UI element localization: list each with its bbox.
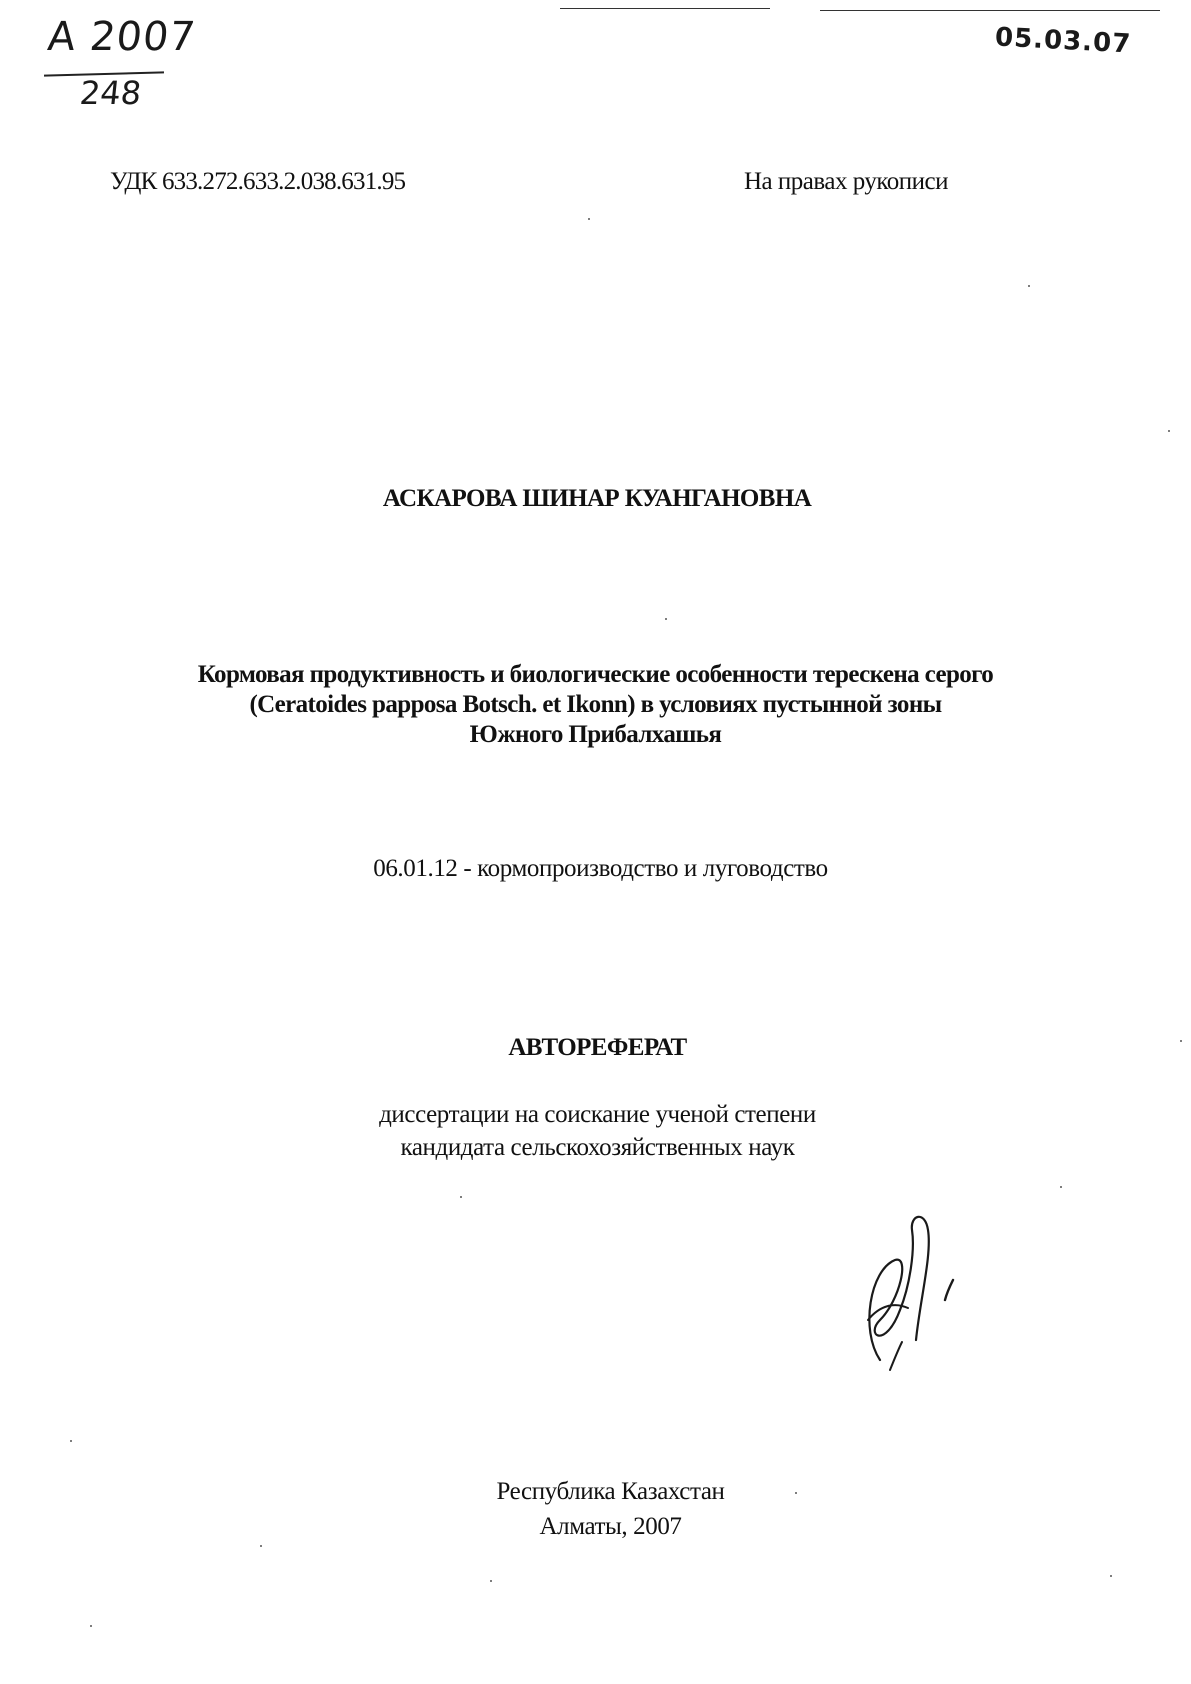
scan-speck [90,1625,92,1627]
scan-speck [588,218,590,220]
title-line: Кормовая продуктивность и биологические особенности терескена серого [197,661,994,688]
scan-speck [260,1545,262,1547]
place-and-year [0,1474,1191,1544]
scan-speck [795,1492,797,1494]
scan-speck [665,618,667,620]
author-name: АСКАРОВА ШИНАР КУАНГАНОВНА [382,485,812,512]
archive-code: А 2007 [45,14,199,60]
dissertation-title [0,660,1191,750]
scan-speck [70,1440,72,1442]
scan-speck [1110,1575,1112,1577]
archive-number: 248 [78,74,144,112]
degree-purpose [0,1098,1191,1164]
signature-scribble [850,1210,970,1380]
scan-speck [1060,1186,1062,1188]
scan-edge-line [560,8,770,9]
scan-edge-line [820,10,1160,11]
udk-code: УДК 633.272.633.2.038.631.95 [110,168,406,195]
place-line: Республика Казахстан [496,1478,725,1505]
purpose-line: диссертации на соискание ученой степени [379,1101,816,1128]
purpose-line: кандидата сельскохозяйственных наук [400,1134,795,1161]
scan-speck [1028,285,1030,287]
title-line: (Ceratoides papposa Botsch. et Ikonn) в условиях пустынной зоны [249,691,942,718]
place-line: Алматы, 2007 [539,1513,682,1540]
specialty-code: 06.01.12 - кормопроизводство и луговодство [373,855,828,882]
scan-speck [460,1196,462,1198]
title-line: Южного Прибалхашья [469,721,722,748]
scan-speck [490,1580,492,1582]
rights-notice: На правах рукописи [744,168,948,195]
stamp-date: 05.03.07 [993,22,1132,60]
scan-speck [1168,430,1170,432]
document-type: АВТОРЕФЕРАТ [508,1034,687,1061]
scan-speck [1180,1040,1182,1042]
